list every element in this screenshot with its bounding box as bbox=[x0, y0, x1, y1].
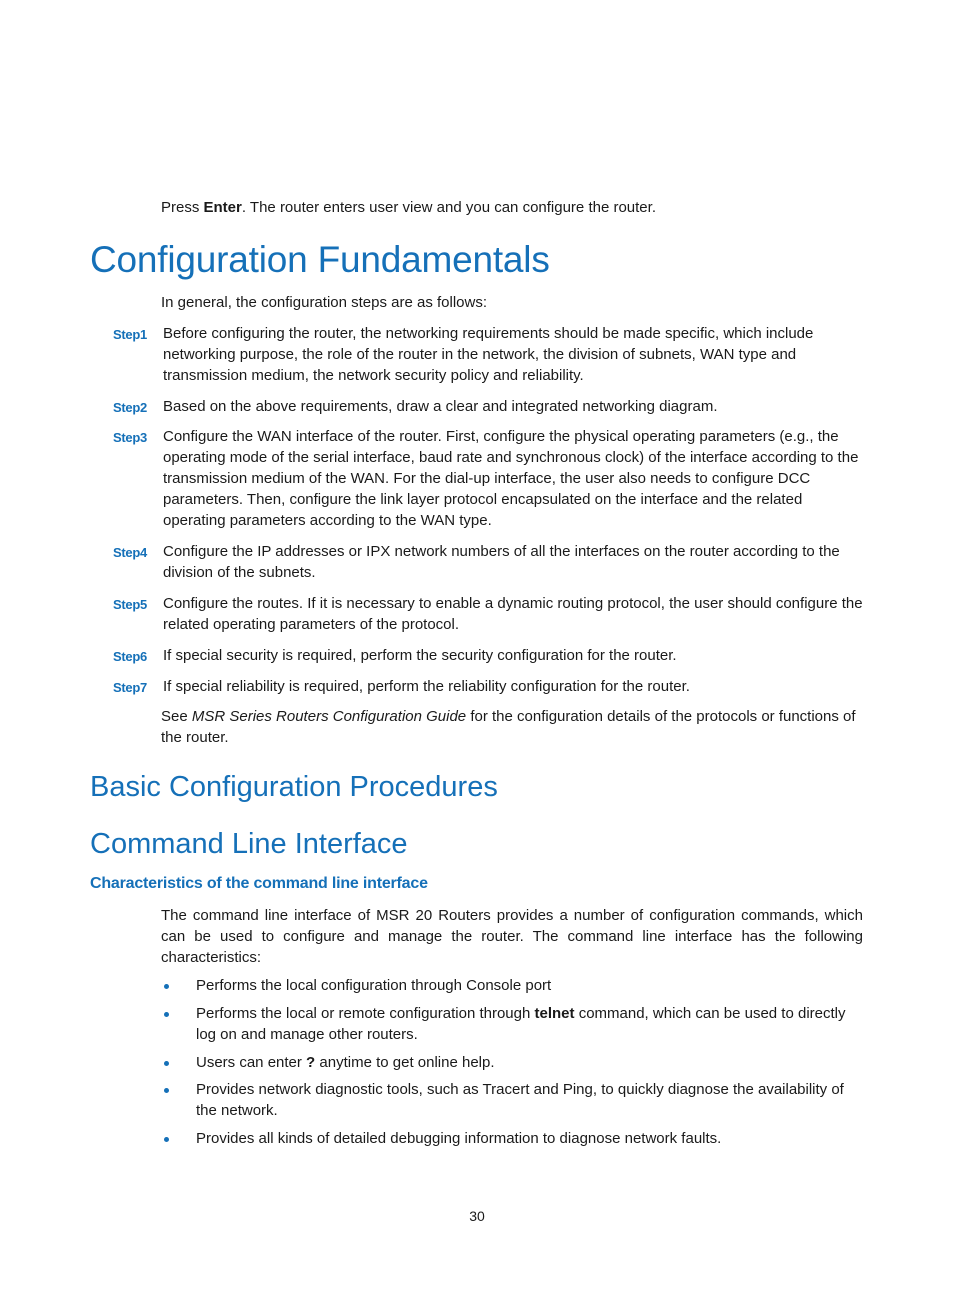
bullet-2-prefix: Performs the local or remote configuration through bbox=[196, 1005, 535, 1022]
bullet-2-suffix: command, which can be used to directly log on and manage other routers. bbox=[196, 1005, 846, 1043]
intro-suffix: . The router enters user view and you can configure the router. bbox=[241, 199, 656, 216]
bullet-item-5: Provides all kinds of detailed debugging information to diagnose network faults. bbox=[196, 1130, 722, 1147]
bullet-dot-icon bbox=[164, 1061, 169, 1066]
see-suffix: for the configuration details of the protocols or functions of the router. bbox=[161, 708, 856, 746]
bullet-3-suffix: anytime to get online help. bbox=[315, 1054, 495, 1071]
step3-label: Step3 bbox=[113, 430, 147, 445]
see-prefix: See bbox=[161, 708, 192, 725]
subheading-cli-characteristics: Characteristics of the command line interface bbox=[90, 875, 428, 892]
step7-label: Step7 bbox=[113, 680, 147, 695]
step6-text: If special security is required, perform the security configuration for the router. bbox=[163, 647, 677, 664]
step1-text: Before configuring the router, the networking requirements should be made specific, which include networking purpose, the role of the router in the network, the division of subnets, WAN type and transmission medium, the network security policy and reliability. bbox=[163, 325, 814, 384]
bullet-dot-icon bbox=[164, 984, 169, 989]
see-reference-paragraph bbox=[161, 706, 863, 748]
step4-label: Step4 bbox=[113, 545, 147, 560]
intro-paragraph bbox=[161, 197, 861, 218]
heading-command-line-interface: Command Line Interface bbox=[90, 828, 408, 860]
bullet-3-prefix: Users can enter bbox=[196, 1054, 307, 1071]
bullet-dot-icon bbox=[164, 1012, 169, 1017]
bullet-item-4: Provides network diagnostic tools, such as Tracert and Ping, to quickly diagnose the availability of the network. bbox=[196, 1081, 844, 1119]
step5-label: Step5 bbox=[113, 597, 147, 612]
section1-lead: In general, the configuration steps are as follows: bbox=[161, 294, 488, 311]
guide-title: MSR Series Routers Configuration Guide bbox=[191, 708, 467, 725]
step3-text: Configure the WAN interface of the router. First, configure the physical operating parameters (e.g., the operating mode of the serial interface, baud rate and synchronous clock) of the interface according to the transmission medium of the WAN. For the dial-up interface, the user also needs to configure DCC parameters. Then, configure the link layer protocol encapsulated on the interface and the related operating parameters according to the WAN type. bbox=[163, 428, 859, 529]
step6-label: Step6 bbox=[113, 649, 147, 664]
step1-label: Step1 bbox=[113, 327, 147, 342]
telnet-command: telnet bbox=[534, 1005, 575, 1022]
intro-prefix: Press bbox=[161, 199, 204, 216]
step7-text: If special reliability is required, perform the reliability configuration for the router. bbox=[163, 678, 690, 695]
intro-key: Enter bbox=[203, 199, 242, 216]
page-number: 30 bbox=[469, 1208, 485, 1224]
bullet-item-2 bbox=[196, 1003, 863, 1045]
step2-text: Based on the above requirements, draw a clear and integrated networking diagram. bbox=[163, 398, 718, 415]
bullet-dot-icon bbox=[164, 1088, 169, 1093]
heading-configuration-fundamentals: Configuration Fundamentals bbox=[90, 239, 550, 280]
heading-basic-configuration-procedures: Basic Configuration Procedures bbox=[90, 771, 498, 803]
step4-text: Configure the IP addresses or IPX network numbers of all the interfaces on the router according to the division of the subnets. bbox=[163, 543, 840, 581]
bullet-item-1: Performs the local configuration through Console port bbox=[196, 977, 552, 994]
section3-lead: The command line interface of MSR 20 Routers provides a number of configuration commands, which can be used to configure and manage the router. The command line interface has the following characteristics: bbox=[161, 907, 863, 966]
bullet-dot-icon bbox=[164, 1137, 169, 1142]
bullet-item-3 bbox=[196, 1052, 863, 1073]
step2-label: Step2 bbox=[113, 400, 147, 415]
help-key: ? bbox=[306, 1054, 316, 1071]
step5-text: Configure the routes. If it is necessary to enable a dynamic routing protocol, the user should configure the related operating parameters of the protocol. bbox=[163, 595, 863, 633]
